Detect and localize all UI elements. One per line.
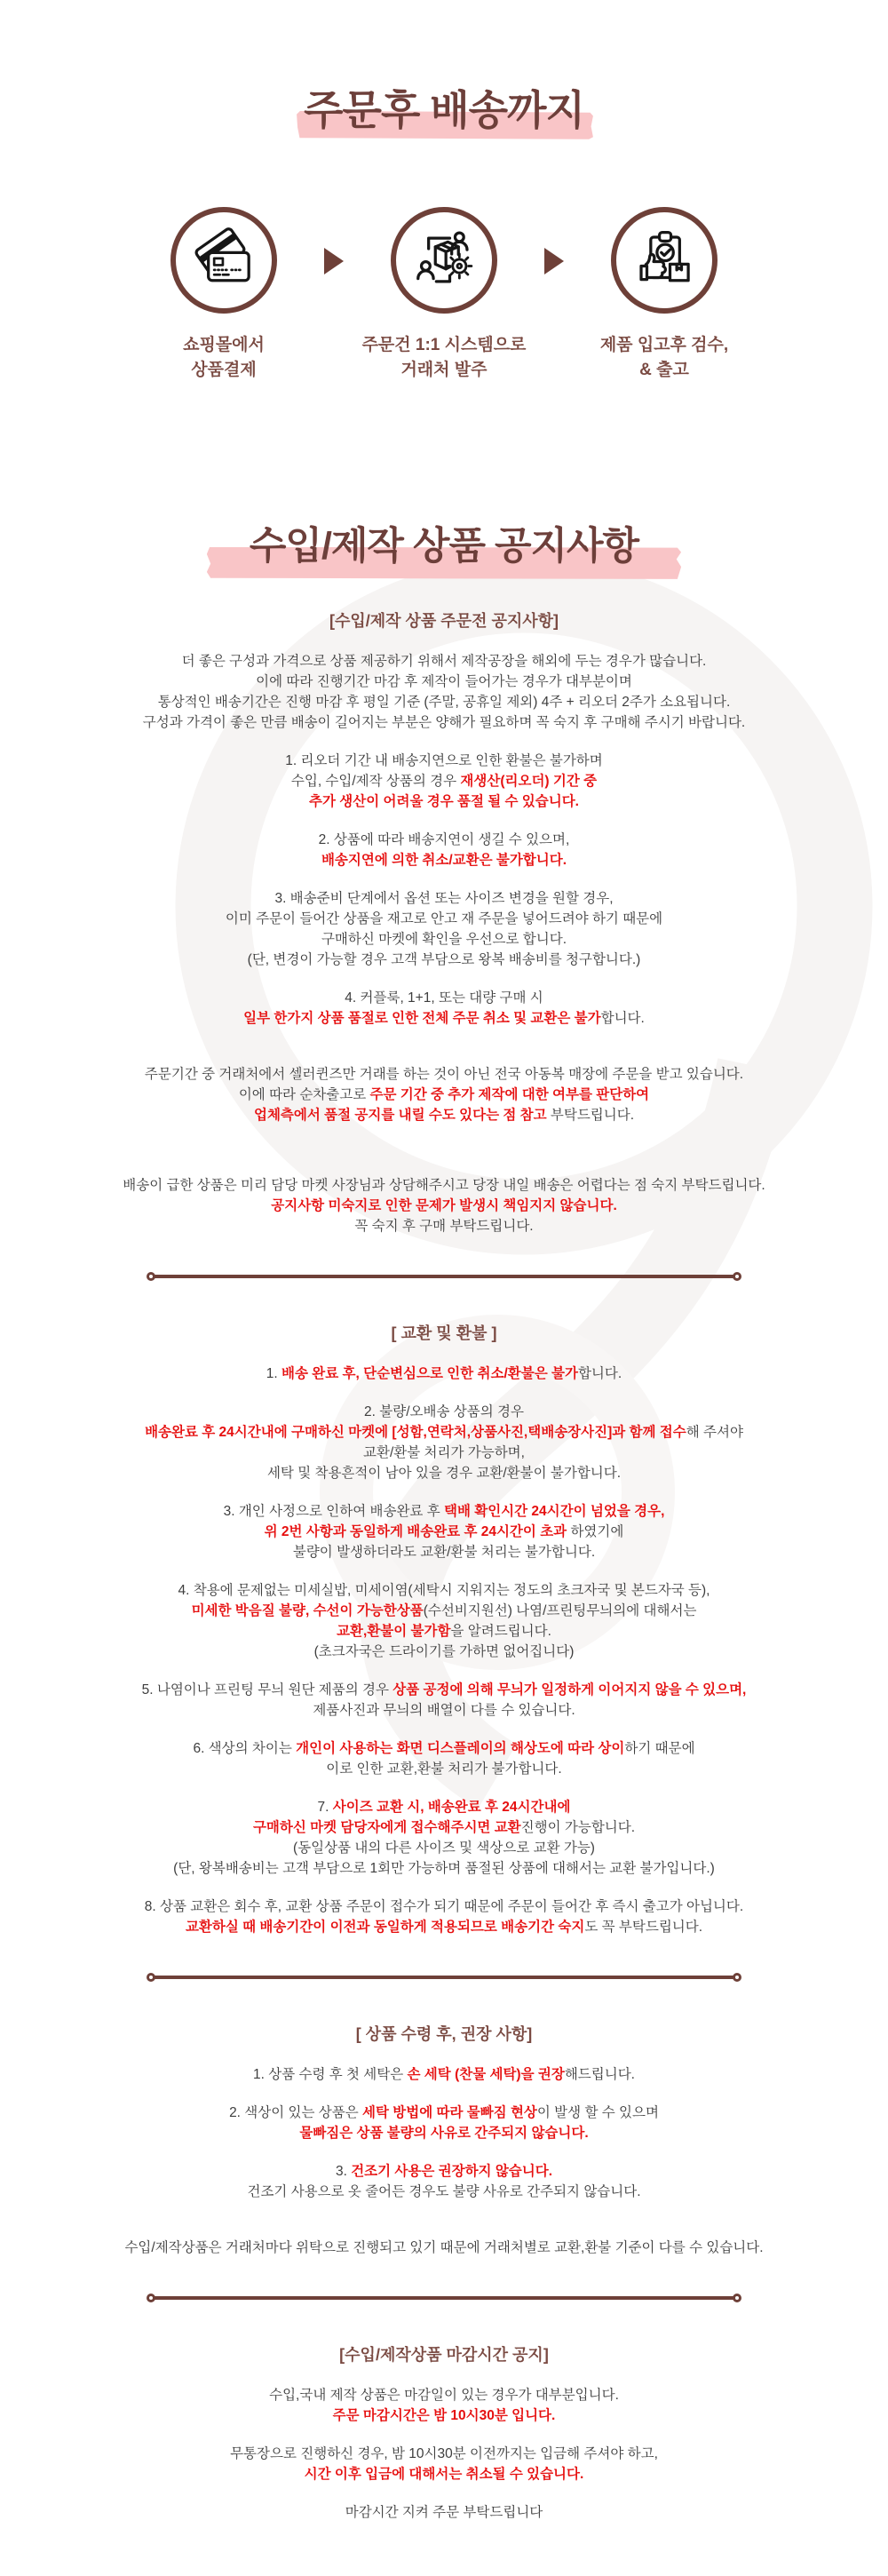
notice-line [0,1501,888,1522]
notice-text-red: 일부 한가지 상품 품절로 인한 전체 주문 취소 및 교환은 불가 [243,1010,601,1026]
notice-text: 도 꼭 부탁드립니다. [584,1919,703,1935]
notice-text: 합니다. [600,1010,645,1026]
notice-line [0,2385,888,2405]
divider-line [155,2296,733,2300]
notice-line [0,712,888,733]
notice-line [0,2464,888,2485]
notice-line [0,2405,888,2426]
notice-block [0,2161,888,2202]
notice-block [0,1797,888,1879]
notice-block [0,2064,888,2085]
divider-line [155,1275,733,1278]
notice-line [0,2064,888,2085]
notice-line [0,1105,888,1125]
section-divider [147,2294,741,2302]
notice-line [0,2103,888,2123]
notice-text: 5. 나염이나 프린팅 무늬 원단 제품의 경우 [141,1682,393,1697]
notice-text: 4. 착용에 문제없는 미세실밥, 미세이염(세탁시 지워지는 정도의 초크자국 및 본드자국 등), [178,1582,710,1598]
title-top [304,84,584,138]
notice-line [0,888,888,909]
notice-block [0,751,888,812]
notice-line [0,1463,888,1483]
step-label-line: 제품 입고후 검수, [599,335,729,354]
notice-text-red: 세탁 방법에 따라 물빠짐 현상 [362,2104,537,2120]
notice-text-red: 상품 공정에 의해 무늬가 일정하게 이어지지 않을 수 있으며, [392,1682,747,1697]
step-inspection [571,207,757,383]
order-process-steps [0,207,888,383]
notice-text: 배송이 급한 상품은 미리 담당 마켓 사장님과 상담해주시고 당장 내일 배송은 어렵다는 점 숙지 부탁드립니다. [123,1177,765,1193]
section-header: [수입/제작상품 마감시간 공지] [339,2345,549,2364]
notice-line [0,850,888,871]
notice-block [0,2238,888,2258]
notice-line [0,1422,888,1443]
notice-line [0,2161,888,2182]
notice-block [0,2385,888,2426]
notice-text: 이에 따라 순차출고로 [238,1086,370,1102]
notice-block [0,651,888,733]
section-header: [수입/제작 상품 주문전 공지사항] [329,611,559,630]
notice-text: 세탁 및 착용흔적이 남아 있을 경우 교환/환불이 불가합니다. [266,1465,622,1481]
step-label [362,333,527,383]
section-header: [ 상품 수령 후, 권장 사항] [355,2024,533,2043]
notice-line [0,672,888,692]
notice-text-red: 택배 확인시간 24시간이 넘었을 경우, [443,1503,665,1519]
notice-line [0,1522,888,1542]
notice-line [0,1759,888,1779]
notice-text: 마감시간 지켜 주문 부탁드립니다 [345,2504,543,2520]
notice-text: 주문기간 중 거래처에서 셀러퀸즈만 거래를 하는 것이 아닌 전국 아동복 매장에 주문을 받고 있습니다. [144,1066,744,1082]
arrow-right-icon [537,207,571,274]
divider-end-circle [733,2294,741,2302]
notice-block [0,1364,888,1384]
notice-block [0,830,888,871]
credit-card-icon [170,207,277,314]
notice-line [0,692,888,712]
notice-text: 7. [317,1799,333,1815]
title-main [250,521,638,572]
notice-block [0,1175,888,1236]
notice-line [0,1858,888,1879]
notice-text: 합니다. [577,1365,622,1381]
notice-text: (동일상품 내의 다른 사이즈 및 색상으로 교환 가능) [293,1840,595,1856]
notice-text: 1. 리오더 기간 내 배송지연으로 인한 환불은 불가하며 [285,752,603,768]
notice-line [0,830,888,850]
notice-text-red: 공지사항 미숙지로 인한 문제가 발생시 책임지지 않습니다. [271,1197,617,1213]
notice-line [0,771,888,791]
notice-line [0,1196,888,1216]
notice-text-red: 추가 생산이 어려울 경우 품절 될 수 있습니다. [309,793,579,809]
notice-text: 을 알려드립니다. [450,1623,551,1639]
notice-text-red: 교환하실 때 배송기간이 이전과 동일하게 적용되므로 배송기간 숙지 [185,1919,585,1935]
notice-text-red: 재생산(리오더) 기간 중 [460,773,598,789]
notice-line [0,1216,888,1236]
arrow-right-icon [317,207,351,274]
notice-text: 꼭 숙지 후 구매 부탁드립니다. [354,1218,534,1234]
notice-line [0,1402,888,1422]
page-header [0,0,888,138]
notice-line [0,791,888,812]
notice-text: 8. 상품 교환은 회수 후, 교환 상품 주문이 접수가 되기 때문에 주문이 들어간 후 즉시 출고가 아닙니다. [144,1898,744,1914]
notice-line [0,1642,888,1662]
step-label-line: 거래처 발주 [400,360,488,379]
notice-text: 이로 인한 교환,환불 처리가 불가합니다. [326,1761,562,1777]
section-divider [147,1272,741,1281]
notice-text: 이에 따라 진행기간 마감 후 제작이 들어가는 경우가 대부분이며 [256,673,632,689]
notice-text: 구성과 가격이 좋은 만큼 배송이 길어지는 부분은 양해가 필요하며 꼭 숙지 후 구매해 주시기 바랍니다. [142,714,746,730]
section-divider [147,1973,741,1982]
notice-line [0,1542,888,1562]
notice-text: 3. 배송준비 단계에서 옵션 또는 사이즈 변경을 원할 경우, [274,890,614,906]
notice-line [0,909,888,929]
notice-line [0,2502,888,2523]
notice-text-red: 업체측에서 품절 공지를 내릴 수도 있다는 점 참고 [253,1107,547,1123]
notice-block [0,1064,888,1125]
notice-line [0,1896,888,1917]
step-label-line: 쇼핑몰에서 [183,335,265,354]
notice-text-red: 개인이 사용하는 화면 디스플레이의 해상도에 따라 상이 [296,1740,625,1756]
notice-text: 6. 색상의 차이는 [193,1740,297,1756]
notice-text-red: 건조기 사용은 권장하지 않습니다. [351,2163,553,2179]
notice-text: (수선비지원선) 나염/프린팅무늬의에 대해서는 [423,1602,697,1618]
notice-text-red: 교환,환불이 불가함 [337,1623,451,1639]
notice-line [0,1085,888,1105]
notice-line [0,2123,888,2143]
notice-line [0,1621,888,1642]
notice-text-red: 미세한 박음질 불량, 수선이 가능한상품 [191,1602,424,1618]
notice-text: 수입,국내 제작 상품은 마감일이 있는 경우가 대부분입니다. [269,2387,619,2403]
notice-text: 진행이 가능합니다. [520,1819,636,1835]
notice-text: 이 발생 할 수 있으며 [536,2104,659,2120]
step-label [183,333,265,383]
notice-text: 불량이 발생하더라도 교환/환불 처리는 불가합니다. [292,1544,596,1560]
notice-line [0,1364,888,1384]
notice-block [0,888,888,970]
step-label-line: 주문건 1:1 시스템으로 [361,335,527,354]
notice-text: 해드립니다. [564,2066,635,2082]
notice-line [0,1443,888,1463]
notice-block [0,1402,888,1483]
notice-text: 통상적인 배송기간은 진행 마감 후 평일 기준 (주말, 공휴일 제외) 4주 + 리오더 2주가 소요됩니다. [157,694,731,710]
divider-end-circle [733,1272,741,1281]
notice-text: 이미 주문이 들어간 상품을 재고로 안고 재 주문을 넣어드려야 하기 때문에 [225,910,663,926]
notice-text-red: 배송 완료 후, 단순변심으로 인한 취소/환불은 불가 [281,1365,578,1381]
notice-text: 제품사진과 무늬의 배열이 다를 수 있습니다. [313,1702,575,1718]
notice-text-red: 사이즈 교환 시, 배송완료 후 24시간내에 [332,1799,571,1815]
notice-line [0,1580,888,1601]
step-label-line: & 출고 [639,360,689,379]
notice-line [0,1917,888,1937]
notice-text-red: 시간 이후 입금에 대해서는 취소될 수 있습니다. [304,2466,584,2482]
notice-block [0,1580,888,1662]
notice-block [0,2103,888,2143]
notice-line [0,1738,888,1759]
notice-text-red: 주문 마감시간은 밤 10시30분 입니다. [332,2407,556,2423]
notice-block [0,988,888,1029]
notice-text: 1. 상품 수령 후 첫 세탁은 [253,2066,408,2082]
notice-line [0,1175,888,1196]
title-top-text: 주문후 배송까지 [304,87,584,133]
notice-text-red: 물빠짐은 상품 불량의 사유로 간주되지 않습니다. [299,2125,589,2141]
notice-line [0,1838,888,1858]
notice-line [0,1064,888,1085]
notice-line [0,1680,888,1700]
notice-text: 더 좋은 구성과 가격으로 상품 제공하기 위해서 제작공장을 해외에 두는 경우가 많습니다. [181,653,707,669]
notice-text: 수입, 수입/제작 상품의 경우 [290,773,461,789]
notice-text-red: 배송완료 후 24시간내에 구매하신 마켓에 [성함,연락처,상품사진,택배송장사진]과 함께 접수 [145,1424,686,1440]
notice-text: 4. 커플룩, 1+1, 또는 대량 구매 시 [345,990,543,1006]
step-label-line: 상품결제 [191,360,257,379]
step-payment [131,207,317,383]
notice-text-red: 위 2번 사항과 동일하게 배송완료 후 24시간이 초과 [264,1523,567,1539]
notice-body [0,611,888,2523]
notice-text-red: 배송지연에 의한 취소/교환은 불가합니다. [321,852,567,868]
notice-text: 건조기 사용으로 옷 줄어든 경우도 불량 사유로 간주되지 않습니다. [247,2183,641,2199]
notice-block [0,1680,888,1721]
notice-text-red: 손 세탁 (찬물 세탁)을 권장 [407,2066,565,2082]
notice-text-red: 구매하신 마켓 담당자에게 접수해주시면 교환 [252,1819,521,1835]
notice-line [0,929,888,950]
notice-text: (단, 왕복배송비는 고객 부담으로 1회만 가능하며 품절된 상품에 대해서는 교환 불가입니다.) [173,1860,715,1876]
notice-text: 해 주셔야 [686,1424,743,1440]
notice-text: 2. 상품에 따라 배송지연이 생길 수 있으며, [318,831,570,847]
notice-line [0,2444,888,2464]
notice-line [0,751,888,771]
notice-text: 1. [266,1365,282,1381]
notice-block [0,2444,888,2485]
notice-text: 3. [335,2163,352,2179]
notice-line [0,950,888,970]
notice-text: 무통장으로 진행하신 경우, 밤 10시30분 이전까지는 입금해 주셔야 하고, [230,2445,658,2461]
notice-text: 교환/환불 처리가 가능하며, [363,1444,525,1460]
notice-line [0,988,888,1008]
notice-text: 하기 때문에 [624,1740,695,1756]
notice-line [0,1797,888,1817]
order-system-icon [391,207,497,314]
notice-line [0,1817,888,1838]
notice-text: 2. 색상이 있는 상품은 [229,2104,362,2120]
notice-line [0,1700,888,1721]
notice-line [0,651,888,672]
step-order-system [351,207,537,383]
notice-text: (초크자국은 드라이기를 가하면 없어집니다) [313,1643,575,1659]
notice-text: 3. 개인 사정으로 인하여 배송완료 후 [223,1503,444,1519]
notice-text-red: 주문 기간 중 추가 제작에 대한 여부를 판단하여 [369,1086,650,1102]
inspect-ship-icon [611,207,718,314]
divider-end-circle [733,1973,741,1982]
divider-line [155,1976,733,1979]
notice-block [0,1896,888,1937]
notice-line [0,2182,888,2202]
notice-block [0,1501,888,1562]
step-label [600,333,728,383]
notice-block [0,1738,888,1779]
notice-text: 2. 불량/오배송 상품의 경우 [364,1403,524,1419]
notice-line [0,1008,888,1029]
notice-block [0,2502,888,2523]
notice-text: 수입/제작상품은 거래처마다 위탁으로 진행되고 있기 때문에 거래처별로 교환,환불 기준이 다를 수 있습니다. [124,2239,764,2255]
title-main-text: 수입/제작 상품 공지사항 [249,524,639,568]
notice-line [0,1601,888,1621]
notice-title [0,521,888,572]
notice-text: 부탁드립니다. [546,1107,635,1123]
notice-text: (단, 변경이 가능할 경우 고객 부담으로 왕복 배송비를 청구합니다.) [247,951,641,967]
section-header: [ 교환 및 환불 ] [391,1324,497,1342]
notice-text: 구매하신 마켓에 확인을 우선으로 합니다. [321,931,567,947]
notice-text: 하였기에 [567,1523,624,1539]
notice-line [0,2238,888,2258]
